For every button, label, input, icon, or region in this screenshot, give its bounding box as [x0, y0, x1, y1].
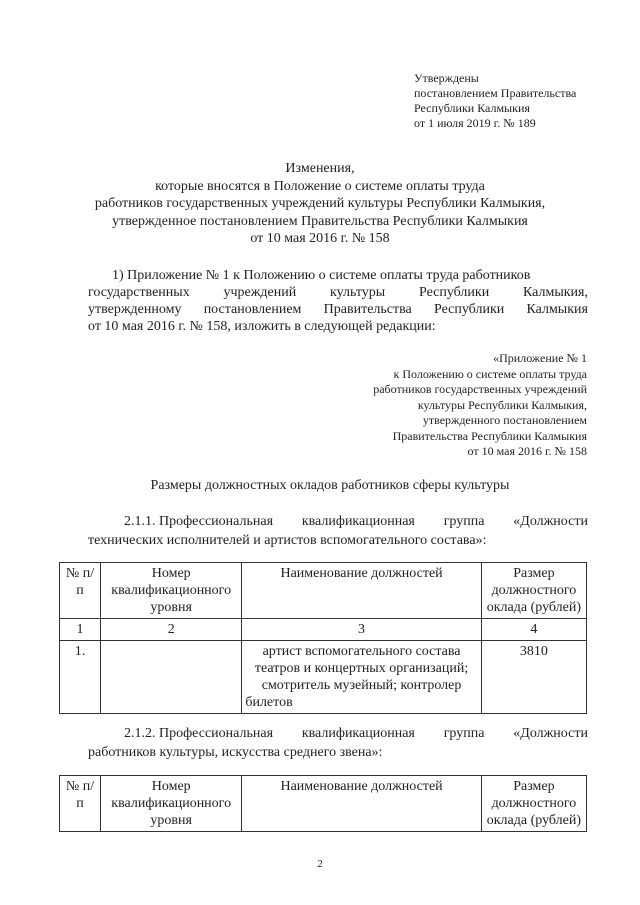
word: 2.1.1. Профессиональная [124, 514, 274, 529]
index-cell: 2 [101, 619, 242, 641]
word: 2.1.2. Профессиональная [124, 726, 274, 741]
paragraph-line [88, 724, 588, 743]
paragraph-line [88, 284, 588, 301]
appendix-line: культуры Республики Калмыкия, [417, 397, 587, 412]
word: квалификационная [301, 514, 415, 529]
row-salary: 3810 [481, 641, 586, 714]
title-line: Изменения, [285, 161, 355, 176]
group-1-heading [88, 512, 588, 550]
approval-line: постановлением Правительства [414, 86, 577, 100]
word: Калмыкия [526, 302, 588, 317]
row-positions: артист вспомогательного состава театров и концертных организаций; смотритель музейный; контролер билетов [242, 641, 481, 714]
header-cell: Размер должностного оклада (рублей) [481, 776, 586, 832]
title-line: которые вносятся в Положение о системе оплаты труда [155, 178, 485, 194]
approval-line: Утверждены [414, 71, 479, 85]
table-index-row [60, 619, 587, 641]
appendix-line: работников государственных учреждений [373, 382, 587, 396]
word: утвержденному [88, 302, 182, 317]
word: Калмыкия, [522, 285, 588, 300]
table-header-row [60, 776, 587, 832]
appendix-line: утвержденного постановлением [422, 413, 587, 427]
table-row [60, 641, 587, 714]
title-line: работников государственных учреждений культуры Республики Калмыкия, [94, 196, 546, 211]
word: группа [443, 726, 485, 741]
word: группа [443, 514, 485, 529]
document-title [60, 160, 580, 248]
approval-line: Республики Калмыкия [414, 101, 530, 115]
index-cell: 3 [242, 619, 481, 641]
row-level [101, 641, 242, 714]
header-cell: Номер квалификационного уровня [101, 563, 242, 619]
paragraph-line [88, 512, 588, 531]
word: Республики [418, 285, 490, 300]
section-heading: Размеры должностных окладов работников сферы культуры [150, 478, 510, 493]
header-cell: № п/п [60, 776, 101, 832]
title-line: от 10 мая 2016 г. № 158 [250, 231, 390, 246]
header-cell: № п/п [60, 563, 101, 619]
page-number: 2 [317, 858, 323, 870]
group-2-heading [88, 724, 588, 762]
appendix-line: к Положению о системе оплаты труда [393, 366, 587, 381]
word: «Должности [513, 514, 588, 529]
appendix-line: «Приложение № 1 [493, 351, 587, 365]
salary-table-2 [59, 775, 587, 832]
salary-table-1 [59, 562, 587, 714]
approval-line: от 1 июля 2019 г. № 189 [414, 116, 536, 130]
title-line: утвержденное постановлением Правительства Республики Калмыкия [112, 213, 528, 229]
appendix-line: от 10 мая 2016 г. № 158 [467, 444, 587, 458]
header-cell: Наименование должностей [242, 776, 481, 832]
word: культуры [330, 285, 386, 300]
header-cell: Номер квалификационного уровня [101, 776, 242, 832]
paragraph-line [88, 301, 588, 318]
word: квалификационная [301, 726, 415, 741]
row-number: 1. [60, 641, 101, 714]
paragraph-line: работников культуры, искусства среднего звена»: [88, 745, 383, 760]
word: государственных [88, 285, 190, 300]
appendix-line: Правительства Республики Калмыкия [392, 428, 587, 443]
header-cell: Размер должностного оклада (рублей) [481, 563, 586, 619]
word: учреждений [223, 285, 297, 300]
word: Правительства [323, 302, 412, 317]
paragraph-line: технических исполнителей и артистов вспомогательного состава»: [88, 533, 487, 548]
paragraph-text: 1) Приложение № 1 к Положению о системе оплаты труда работников [112, 268, 531, 283]
word: Республики [434, 302, 505, 317]
appendix-stamp [373, 351, 587, 460]
paragraph-1 [88, 267, 588, 335]
index-cell: 1 [60, 619, 101, 641]
approval-stamp [414, 71, 576, 131]
table-header-row [60, 563, 587, 619]
paragraph-line: от 10 мая 2016 г. № 158, изложить в следующей редакции: [88, 319, 436, 334]
word: постановлением [203, 302, 302, 317]
header-cell: Наименование должностей [242, 563, 481, 619]
index-cell: 4 [481, 619, 586, 641]
word: «Должности [513, 726, 588, 741]
paragraph-line [88, 267, 588, 284]
